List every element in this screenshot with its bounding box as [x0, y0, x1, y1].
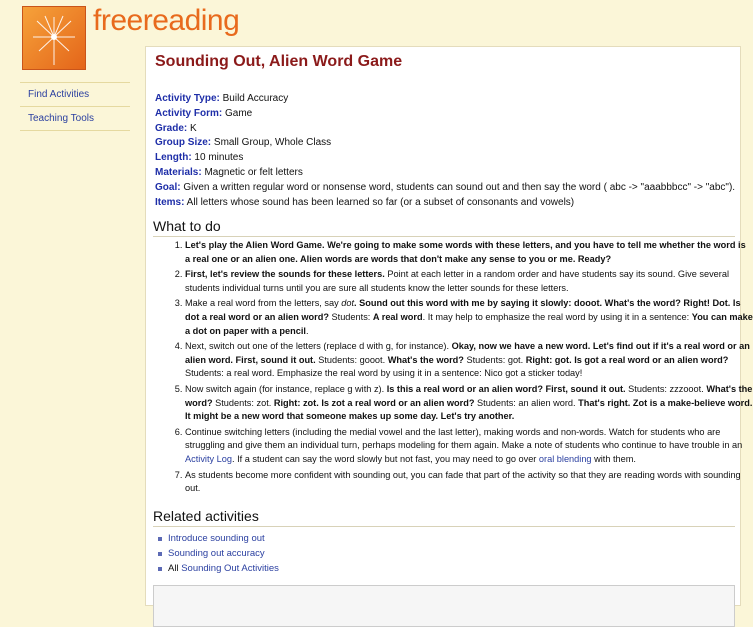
meta-row [155, 122, 735, 137]
step-text: Make a real word from the letters, say [185, 298, 342, 309]
related-list [155, 531, 279, 576]
meta-row [155, 196, 735, 211]
step-text-bold: Is this a real word or an alien word? First, sound it out. [386, 383, 626, 394]
sidebar-item-find-activities[interactable]: Find Activities [20, 82, 130, 106]
meta-value: All letters whose sound has been learned so far (or a subset of consonants and vowels) [184, 196, 575, 208]
meta-row [155, 166, 735, 181]
meta-value: Small Group, Whole Class [211, 137, 332, 149]
step-text-bold: Right: got. Is got a real word or an alien word? [525, 354, 729, 365]
step-text-bold: Right: zot. Is zot a real word or an alien word? [273, 397, 475, 408]
sidebar-nav [20, 82, 130, 131]
list-item [168, 531, 279, 546]
step-text-bold: First, let's review the sounds for these letters. [185, 269, 385, 280]
step-text: . [305, 325, 309, 336]
step-text: Point at each letter in a random order and have students say its sound. Give several students individual turns until you are sure all students know the letter sounds for these letters. [185, 269, 729, 293]
oral-blending-link[interactable]: oral blending [538, 453, 592, 464]
step-text: Students: zot. [212, 397, 274, 408]
step-text: . It may help to emphasize the real word by using it in a sentence: [422, 311, 692, 322]
page-title: Sounding Out, Alien Word Game [155, 53, 403, 70]
meta-value: K [187, 122, 197, 134]
meta-key: Activity Form: [155, 107, 223, 119]
list-item [168, 561, 279, 576]
meta-row [155, 107, 735, 122]
meta-key: Length: [155, 152, 192, 164]
step-text: Next, switch out one of the letters (replace d with g, for instance). [185, 341, 452, 352]
step-text: Students: a real word. Emphasize the real word by using it in a sentence: Nico got a sticker today! [185, 368, 583, 379]
related-heading: Related activities [153, 508, 259, 524]
list-item [185, 340, 753, 381]
step-text-bold: . Sound out this word with me by saying it slowly: dooot. What's the word? Right! Dot. Is dot a real word or an alien word? [185, 298, 741, 322]
step-text: Now switch again (for instance, replace g with z). [185, 383, 387, 394]
meta-key: Group Size: [155, 137, 212, 149]
activity-meta [155, 92, 735, 210]
step-text: Students: [328, 311, 373, 322]
what-to-do-heading: What to do [153, 218, 221, 234]
step-text-bold: Okay, now we have a new word. Let's find out if it's a real word or an alien word. First, sound it out. [185, 341, 750, 365]
meta-row [155, 151, 735, 166]
step-text-bold: What's the word? [387, 354, 464, 365]
step-text-bold: You can make a dot on paper with a pencil [185, 311, 753, 336]
meta-value: Magnetic or felt letters [201, 166, 303, 178]
site-brand[interactable] [93, 4, 239, 38]
meta-value: Game [222, 107, 253, 119]
brand-reading: reading [142, 4, 240, 37]
step-text: . If a student can say the word slowly but not fast, you may need to go over [231, 453, 539, 464]
divider [153, 526, 735, 527]
related-link-accuracy[interactable]: Sounding out accuracy [168, 548, 265, 559]
list-item [185, 239, 753, 266]
step-text-bold: That's right. Zot is a make-believe word. It might be a new word that someone makes up some day. Let's try another. [185, 397, 753, 422]
dandelion-logo-icon[interactable] [22, 6, 86, 70]
bottom-panel [153, 585, 735, 627]
meta-key: Goal: [155, 181, 181, 193]
step-text: Students: an alien word. [474, 397, 579, 408]
meta-row [155, 92, 735, 107]
step-text-bold: A real word [372, 311, 423, 322]
activity-log-link[interactable]: Activity Log [185, 453, 232, 464]
list-item [185, 268, 753, 295]
meta-value: 10 minutes [191, 152, 244, 164]
meta-key: Grade: [155, 122, 188, 134]
sidebar-item-teaching-tools[interactable]: Teaching Tools [20, 106, 130, 131]
steps-list [155, 239, 753, 498]
step-text: Students: gooot. [315, 354, 388, 365]
step-text: with them. [591, 453, 636, 464]
meta-value: Build Accuracy [219, 93, 289, 104]
meta-row [155, 181, 735, 196]
related-link-all[interactable]: Sounding Out Activities [181, 563, 279, 574]
meta-key: Activity Type: [155, 93, 220, 104]
meta-row [155, 136, 735, 151]
step-text: Students: got. [463, 354, 526, 365]
divider [153, 236, 735, 237]
step-text: As students become more confident with sounding out, you can fade that part of the activity so that they are reading words with sounding out. [185, 469, 741, 494]
list-item [168, 546, 279, 561]
meta-value: Given a written regular word or nonsense word, students can sound out and then say the word ( abc -> "aaabbbcc" -> "abc"). [180, 181, 736, 193]
meta-key: Materials: [155, 166, 202, 178]
step-text: Let's play the Alien Word Game. We're going to make some words with these letters, and you have to tell me whether the word is a real one or an alien one. Alien words are words that don't make any sense to you or me. Ready? [185, 240, 746, 264]
list-item [185, 469, 753, 496]
list-item [185, 383, 753, 424]
main-content [145, 46, 753, 606]
related-link-introduce[interactable]: Introduce sounding out [168, 533, 265, 544]
step-text: Students: zzzooot. [625, 383, 707, 394]
step-text-bold: What's the word? [185, 383, 753, 408]
meta-key: Items: [155, 196, 185, 208]
step-text: Continue switching letters (including the medial vowel and the last letter), making words and non-words. Watch for students who are struggling and give them an individual turn, perhaps modeling for them again. Make a note of students who continue to have trouble in an [185, 426, 743, 451]
list-item [185, 297, 753, 338]
related-prefix: All [168, 563, 182, 574]
step-text-italic: dot [341, 298, 355, 309]
brand-free: free [93, 4, 143, 37]
list-item [185, 426, 753, 467]
